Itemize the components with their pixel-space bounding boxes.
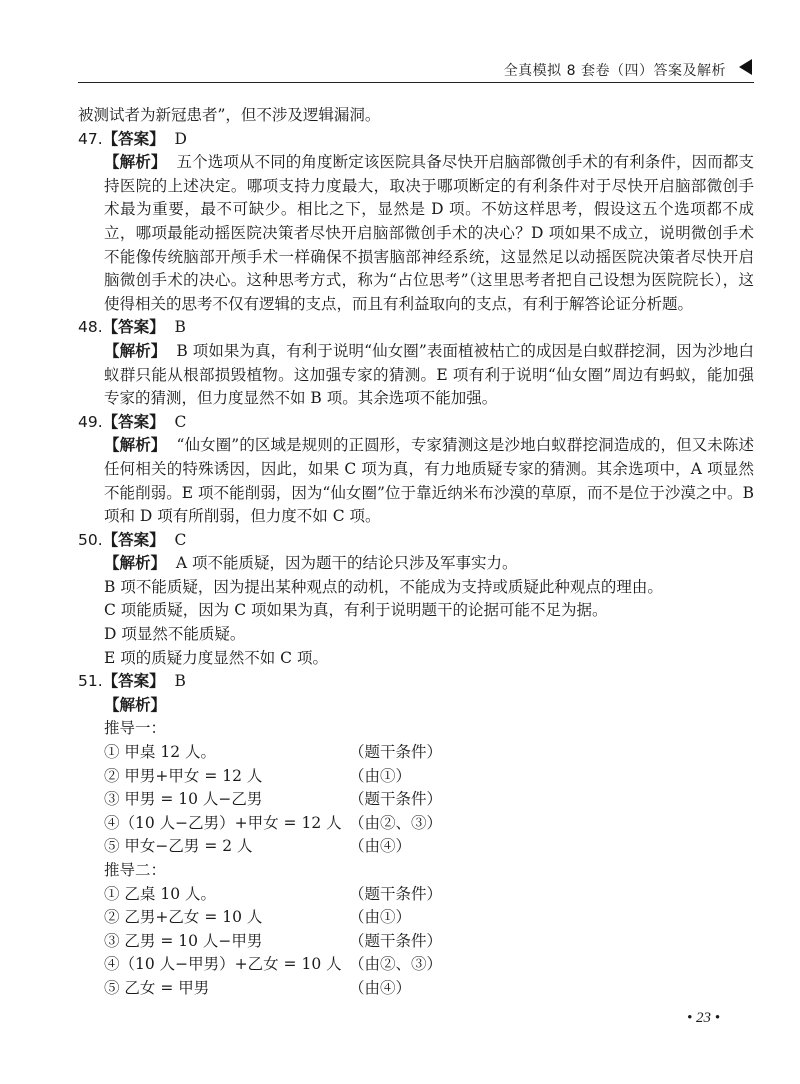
- derivation-two-title: 推导二：: [104, 861, 167, 879]
- q50-line-c: C 项能质疑，因为 C 项如果为真，有利于说明题干的论据可能不足为据。: [104, 601, 608, 620]
- derivation-step: [104, 883, 754, 907]
- analysis-tag: 【解析】: [104, 153, 167, 172]
- step-expression: ③ 甲男 = 10 人−乙男: [104, 790, 263, 809]
- q50-line-d: D 项显然不能质疑。: [104, 625, 246, 644]
- step-expression: ④（10 人−乙男）+甲女 = 12 人: [104, 813, 342, 832]
- step-reason: （由①）: [349, 908, 412, 927]
- q48-answer-line: [78, 316, 754, 340]
- derivation-step: [104, 741, 754, 765]
- q51-answer-line: [78, 670, 754, 694]
- derivation-step: [104, 812, 754, 836]
- step-reason: （题干条件）: [349, 884, 443, 903]
- step-reason: （由②、③）: [349, 813, 443, 832]
- step-expression: ⑤ 甲女−乙男 = 2 人: [104, 837, 253, 856]
- q51-analysis-tag-line: [78, 694, 754, 718]
- q47-answer-line: [78, 128, 754, 152]
- answer-tag: 【答案】: [102, 412, 165, 431]
- question-number: 48.: [78, 318, 103, 337]
- q50-answer-line: [78, 529, 754, 553]
- intro-line: 被测试者为新冠患者”，但不涉及逻辑漏洞。: [78, 106, 381, 124]
- analysis-text: 五个选项从不同的角度断定该医院具备尽快开启脑部微创手术的有利条件，因而都支持医院的上述决定。哪项支持力度最大，取决于哪项断定的有利条件对于尽快开启脑部微创手术最为重要，最不可缺少。相比之下，显然是 D 项。不妨这样思考，假设这五个选项都不成立，哪项最能动摇医院决策者尽快开启脑部微创手术的决心？D 项如果不成立，说明微创手术不能像传统脑部开颅手术一样确保不损害脑部神经系统，这显然足以动摇医院决策者尽快开启脑微创手术的决心。这种思考方式，称为“占位思考”（这里思考者把自己设想为医院院长），这使得相关的思考不仅有逻辑的支点，而且有利益取向的支点，有利于解答论证分析题。: [104, 153, 754, 313]
- q50-line-b: B 项不能质疑，因为提出某种观点的动机，不能成为支持或质疑此种观点的理由。: [104, 577, 663, 596]
- answer-value: B: [174, 672, 186, 691]
- analysis-text: B 项如果为真，有利于说明“仙女圈”表面植被枯亡的成因是白蚁群挖洞，因为沙地白蚁群只能从根部损毁植物。这加强专家的猜测。E 项有利于说明“仙女圈”周边有蚂蚁，能加强专家的猜测，但力度显然不如 B 项。其余选项不能加强。: [104, 341, 754, 408]
- answer-content: [78, 104, 754, 1001]
- answer-value: C: [174, 530, 187, 549]
- analysis-text: “仙女圈”的区域是规则的正圆形，专家猜测这是沙地白蚁群挖洞造成的，但又未陈述任何相关的特殊诱因，因此，如果 C 项为真，有力地质疑专家的猜测。其余选项中，A 项显然不能削弱。E 项不能削弱，因为“仙女圈”位于靠近纳米布沙漠的草原，而不是位于沙漠之中。B 项和 D 项有所削弱，但力度不如 C 项。: [104, 436, 754, 526]
- answer-tag: 【答案】: [102, 129, 165, 148]
- question-number: 47.: [78, 129, 103, 148]
- derivation-step: [104, 930, 754, 954]
- analysis-tag: 【解析】: [104, 554, 167, 573]
- derivation-one-title: 推导一：: [104, 719, 167, 738]
- answer-tag: 【答案】: [102, 530, 165, 549]
- analysis-tag: 【解析】: [104, 436, 167, 455]
- page-number: • 23 •: [686, 1010, 720, 1026]
- page-header: [78, 58, 754, 83]
- step-reason: （题干条件）: [349, 743, 443, 762]
- derivation-step: [104, 765, 754, 789]
- answer-tag: 【答案】: [102, 672, 165, 691]
- step-expression: ② 甲男+甲女 = 12 人: [104, 766, 263, 785]
- step-reason: （由②、③）: [349, 955, 443, 974]
- q49-analysis: [78, 434, 754, 528]
- derivation-step: [104, 977, 754, 1001]
- step-reason: （由④）: [349, 978, 412, 997]
- answer-value: B: [174, 318, 186, 337]
- q50-line-e: E 项的质疑力度显然不如 C 项。: [104, 648, 328, 667]
- header-title: 全真模拟 8 套卷（四）答案及解析: [503, 63, 726, 79]
- derivation-two-steps: [78, 883, 754, 1001]
- q47-analysis: [78, 151, 754, 316]
- analysis-tag: 【解析】: [104, 695, 167, 714]
- step-expression: ⑤ 乙女 = 甲男: [104, 978, 210, 997]
- answer-value: D: [174, 129, 187, 148]
- derivation-step: [104, 906, 754, 930]
- step-reason: （由④）: [349, 837, 412, 856]
- step-expression: ① 乙桌 10 人。: [104, 884, 217, 903]
- analysis-tag: 【解析】: [104, 341, 167, 360]
- step-reason: （由①）: [349, 766, 412, 785]
- answer-value: C: [174, 412, 187, 431]
- step-expression: ③ 乙男 = 10 人−甲男: [104, 931, 263, 950]
- step-expression: ④（10 人−甲男）+乙女 = 10 人: [104, 955, 342, 974]
- derivation-step: [104, 835, 754, 859]
- step-reason: （题干条件）: [349, 790, 443, 809]
- q49-answer-line: [78, 411, 754, 435]
- step-expression: ② 乙男+乙女 = 10 人: [104, 908, 263, 927]
- analysis-text: A 项不能质疑，因为题干的结论只涉及军事实力。: [175, 554, 518, 573]
- left-triangle-icon: [739, 59, 752, 75]
- step-expression: ① 甲桌 12 人。: [104, 743, 217, 762]
- derivation-one-steps: [78, 741, 754, 859]
- answer-tag: 【答案】: [102, 318, 165, 337]
- q48-analysis: [78, 340, 754, 411]
- step-reason: （题干条件）: [349, 931, 443, 950]
- question-number: 51.: [78, 672, 103, 691]
- question-number: 50.: [78, 530, 103, 549]
- derivation-step: [104, 953, 754, 977]
- q50-analysis: [78, 552, 754, 576]
- derivation-step: [104, 788, 754, 812]
- question-number: 49.: [78, 412, 103, 431]
